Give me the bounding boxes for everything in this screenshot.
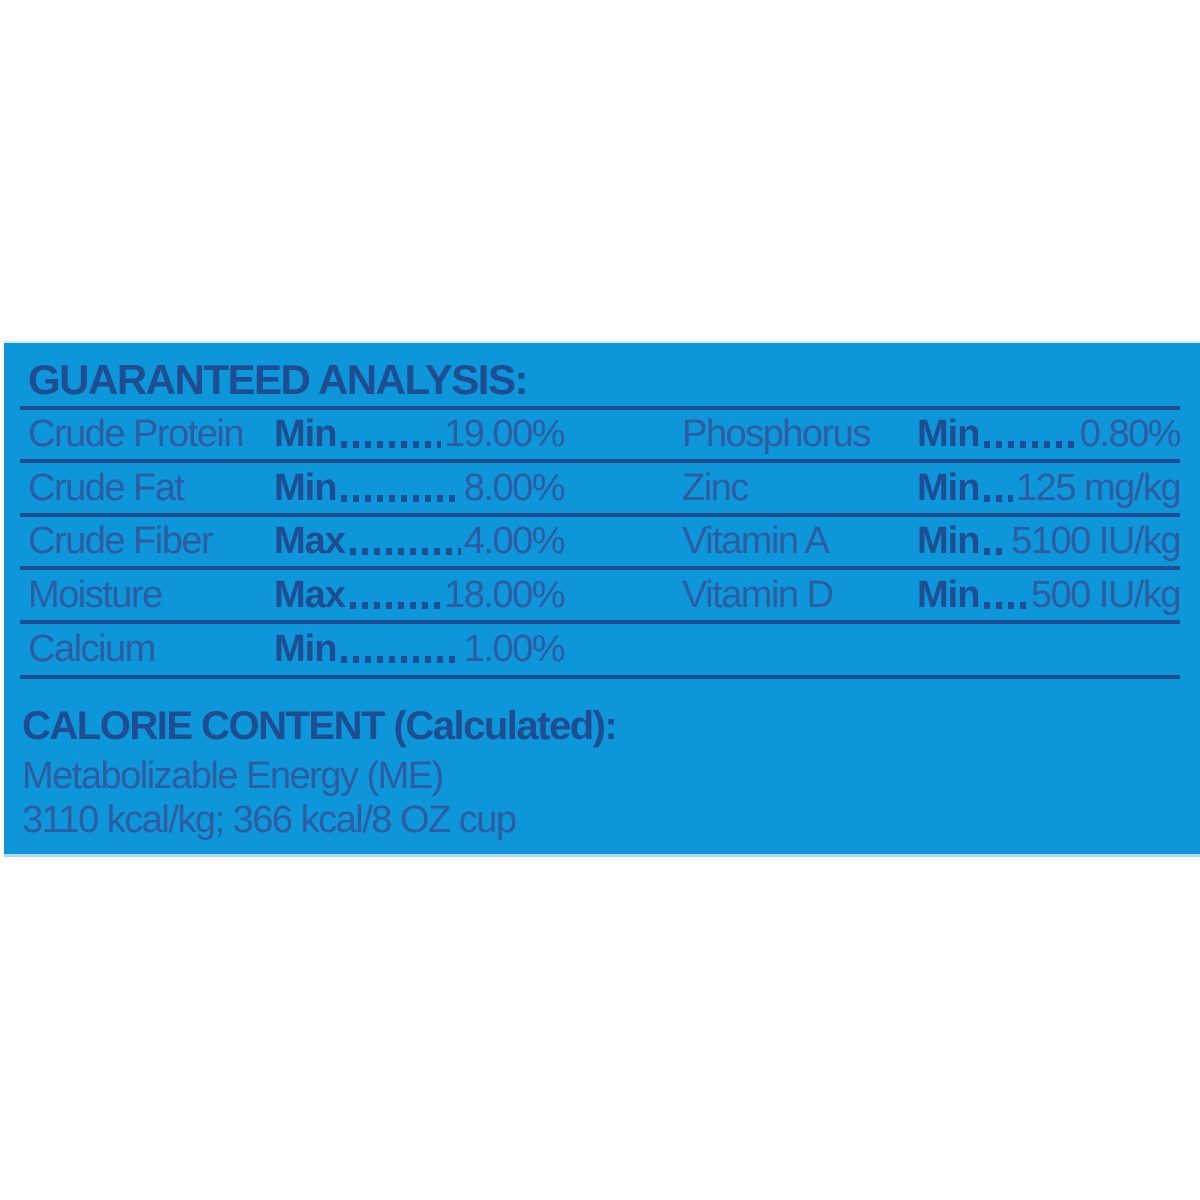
table-row <box>28 624 564 675</box>
calorie-values-line: 3110 kcal/kg; 366 kcal/8 OZ cup <box>22 799 516 841</box>
dotted-leader <box>982 410 1076 459</box>
min-max-qualifier: Max <box>274 573 345 616</box>
nutrient-name: Crude Protein <box>28 413 243 455</box>
metabolizable-energy-line: Metabolizable Energy (ME) <box>22 755 443 797</box>
dotted-leader <box>982 517 1008 566</box>
table-row <box>28 463 564 513</box>
min-max-qualifier: Min <box>917 573 980 616</box>
table-row <box>28 570 564 620</box>
table-row <box>682 570 1180 620</box>
guaranteed-analysis-panel <box>4 341 1200 857</box>
dotted-leader <box>982 463 1013 513</box>
table-row <box>28 517 564 566</box>
nutrient-name: Vitamin D <box>682 573 833 616</box>
min-max-qualifier: Min <box>274 628 337 670</box>
dotted-leader <box>348 517 461 566</box>
nutrient-value: 1.00% <box>463 628 564 670</box>
nutrient-value: 8.00% <box>463 466 564 509</box>
nutrient-value: 5100 IU/kg <box>1011 520 1180 562</box>
min-max-qualifier: Min <box>274 413 337 455</box>
nutrient-name: Zinc <box>682 466 748 509</box>
table-row <box>28 410 564 459</box>
table-rule <box>20 675 1180 679</box>
dotted-leader <box>982 570 1027 620</box>
table-row <box>682 463 1180 513</box>
min-max-qualifier: Min <box>917 520 980 562</box>
nutrient-value: 4.00% <box>463 520 564 562</box>
calorie-content-title: CALORIE CONTENT (Calculated): <box>22 704 617 748</box>
dotted-leader <box>348 570 441 620</box>
nutrient-name: Vitamin A <box>682 520 829 562</box>
nutrient-name: Calcium <box>28 628 155 670</box>
table-row <box>682 410 1180 459</box>
dotted-leader <box>339 410 441 459</box>
min-max-qualifier: Min <box>917 466 980 509</box>
min-max-qualifier: Max <box>274 520 345 562</box>
dotted-leader <box>339 463 460 513</box>
nutrient-value: 500 IU/kg <box>1030 573 1180 616</box>
nutrient-name: Moisture <box>28 573 162 616</box>
nutrient-value: 125 mg/kg <box>1016 466 1180 509</box>
nutrient-name: Phosphorus <box>682 413 870 455</box>
nutrient-value: 18.00% <box>444 573 564 616</box>
table-row <box>682 517 1180 566</box>
min-max-qualifier: Min <box>274 466 337 509</box>
min-max-qualifier: Min <box>917 413 980 455</box>
guaranteed-analysis-title: GUARANTEED ANALYSIS: <box>28 356 527 403</box>
nutrient-name: Crude Fiber <box>28 520 213 562</box>
nutrient-name: Crude Fat <box>28 466 184 509</box>
nutrient-value: 19.00% <box>444 413 564 455</box>
dotted-leader <box>339 624 460 675</box>
nutrient-value: 0.80% <box>1079 413 1180 455</box>
